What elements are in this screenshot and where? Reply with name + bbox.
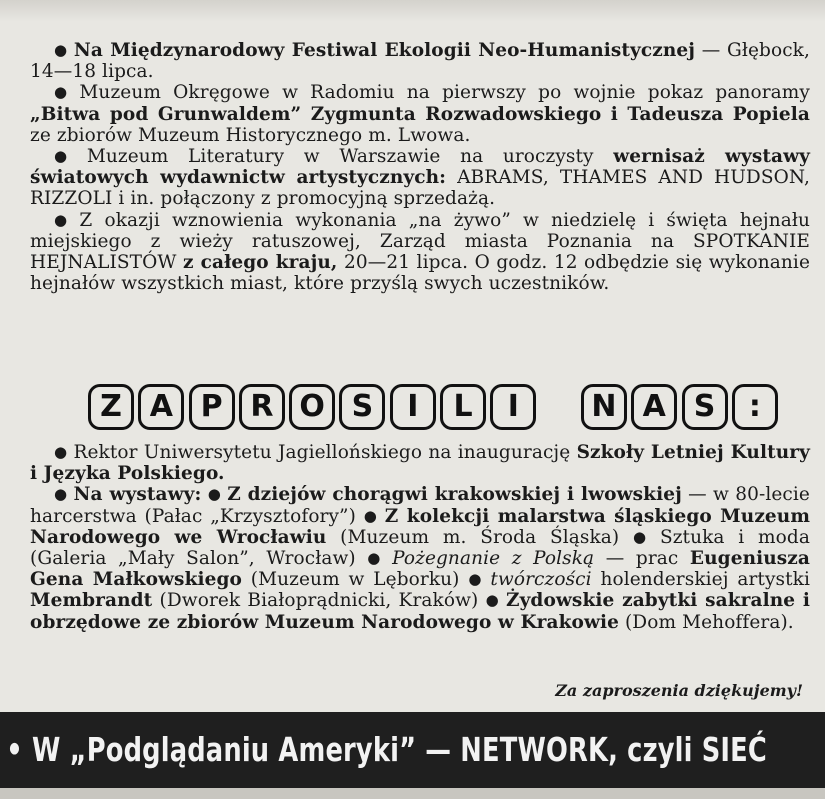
heading-letter: S bbox=[339, 384, 385, 430]
bullet-icon: ● bbox=[367, 549, 387, 568]
announcement-text: ze zbiorów Muzeum Historycznego m. Lwowa. bbox=[30, 124, 471, 146]
invitation-text: Rektor Uniwersytetu Jagiellońskiego na inaugurację bbox=[73, 442, 577, 463]
announcement-text: Z okazji wznowienia wykonania „na żywo” w niedzielę i święta hejnału miejskiego z wieży ratuszowej, Zarząd miasta Poznania na SPOTKANIE HEJNALISTÓW bbox=[30, 209, 810, 274]
heading-letter: R bbox=[239, 384, 285, 430]
bullet-icon: ● bbox=[54, 83, 74, 102]
invitation-text: (Muzeum w Lęborku) bbox=[241, 569, 460, 591]
bullet-icon: ● bbox=[207, 485, 222, 504]
announcement-text: 20—21 lipca. O godz. 12 odbędzie się wykonanie hejnałów wszystkich miast, które przyślą swych uczestników. bbox=[30, 252, 810, 295]
heading-letter: O bbox=[289, 384, 335, 430]
bullet-icon: ● bbox=[468, 570, 485, 589]
heading-letter: P bbox=[189, 384, 235, 430]
invitation-text: holenderskiej artystki bbox=[591, 569, 810, 591]
announcement-text: Muzeum Okręgowe w Radomiu na pierwszy po wojnie pokaz panoramy bbox=[79, 82, 810, 104]
invitation-bold: Z kolekcji malarstwa śląskiego Muzeum Narodowego we Wrocławiu bbox=[30, 505, 811, 548]
bottom-banner-text: • W „Podglądaniu Ameryki” — NETWORK, czyli SIEĆ bbox=[6, 730, 767, 769]
invitation-text: Sztuka i moda (Galeria „Mały Salon”, Wrocław) bbox=[30, 526, 810, 570]
announcement-bold: „Bitwa pod Grunwaldem” Zygmunta Rozwadowskiego i Tadeusza Popiela bbox=[30, 103, 810, 125]
announcement-item bbox=[30, 210, 810, 295]
invitation-text: (Muzeum m. Środa Śląska) bbox=[326, 526, 620, 548]
thanks-signoff: Za zaproszenia dziękujemy! bbox=[555, 681, 803, 700]
invitations-section bbox=[30, 442, 810, 633]
bullet-icon: ● bbox=[632, 527, 654, 546]
invitation-italic: twórczości bbox=[490, 569, 592, 591]
zaprosili-nas-heading bbox=[88, 378, 778, 436]
bullet-icon: ● bbox=[485, 591, 500, 610]
announcement-text: ABRAMS, THAMES AND HUDSON, RIZZOLI i in. połączony z promocyjną sprzedażą. bbox=[30, 167, 810, 210]
invitation-text: (Dworek Białoprądnicki, Kraków) bbox=[152, 590, 479, 612]
invitation-text: — prac bbox=[594, 548, 690, 570]
bullet-icon: ● bbox=[54, 147, 81, 166]
announcement-bold: z całego kraju, bbox=[183, 252, 338, 274]
announcement-item bbox=[30, 146, 810, 210]
bullet-icon: ● bbox=[54, 443, 68, 461]
heading-letter: Z bbox=[88, 384, 134, 430]
invitation-bold: Żydowskie zabytki sakralne i obrzędowe ze zbiorów Muzeum Narodowego w Krakowie bbox=[30, 590, 810, 633]
announcement-bold: Na Międzynarodowy Festiwal Ekologii Neo-Humanistycznej bbox=[73, 40, 696, 61]
heading-letter: S bbox=[682, 384, 728, 430]
heading-letter: I bbox=[490, 384, 536, 430]
invitation-italic: Pożegnanie z Polską bbox=[392, 548, 595, 570]
page-edge bbox=[0, 788, 825, 799]
invitation-bold: Szkoły Letniej Kultury i Języka Polskiego. bbox=[30, 442, 810, 485]
announcement-text: — Głębock, 14—18 lipca. bbox=[30, 40, 810, 83]
announcement-bold: wernisaż wystawy światowych wydawnictw artystycznych: bbox=[30, 146, 810, 189]
invitation-item bbox=[30, 442, 810, 484]
bullet-icon: ● bbox=[363, 506, 379, 525]
heading-letter: : bbox=[732, 384, 778, 430]
invitation-bold: Membrandt bbox=[30, 590, 153, 612]
bullet-icon: ● bbox=[54, 210, 74, 229]
announcement-item bbox=[30, 40, 810, 82]
heading-letter: N bbox=[581, 384, 627, 430]
heading-letter: A bbox=[138, 384, 184, 430]
bullet-icon: ● bbox=[54, 41, 68, 59]
invitation-bold: Na wystawy: bbox=[73, 484, 202, 506]
heading-letter: A bbox=[631, 384, 677, 430]
invitation-text: (Dom Mehoffera). bbox=[619, 611, 794, 633]
announcement-text: Muzeum Literatury w Warszawie na uroczysty bbox=[86, 146, 614, 168]
heading-letter: L bbox=[440, 384, 486, 430]
announcement-item bbox=[30, 82, 810, 146]
invitation-text: — w 80-lecie harcerstwa (Pałac „Krzysztofory”) bbox=[30, 484, 810, 527]
bullet-icon: ● bbox=[54, 485, 68, 504]
announcements-section bbox=[30, 40, 810, 294]
invitation-bold: Z dziejów chorągwi krakowskiej i lwowskiej bbox=[227, 484, 682, 506]
invitation-bold: Eugeniusza Gena Małkowskiego bbox=[30, 548, 810, 591]
heading-letter: I bbox=[390, 384, 436, 430]
bottom-banner bbox=[0, 712, 825, 788]
invitation-item bbox=[30, 484, 810, 632]
page-fold-shadow bbox=[0, 0, 825, 22]
